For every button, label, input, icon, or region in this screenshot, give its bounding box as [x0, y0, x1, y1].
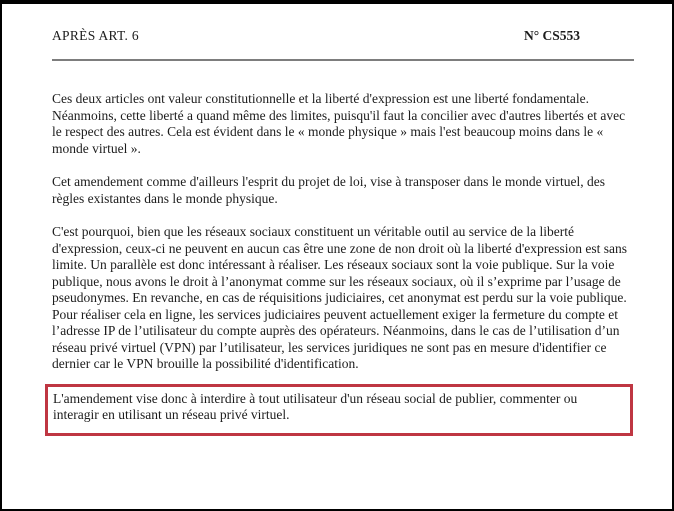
paragraph-amendment-purpose: Cet amendement comme d'ailleurs l'esprit du projet de loi, vise à transposer dans le monde virtuel, des règles existantes dans le monde physique. [52, 174, 605, 206]
paragraph-social-networks-anonymity: C'est pourquoi, bien que les réseaux sociaux constituent un véritable outil au service de la liberté d'expression, ceux-ci ne peuvent en aucun cas être une zone de non droit où la liberté d'expression est sans limite. Un parallèle est donc intéressant à réaliser. Les réseaux sociaux sont la voie publique. Sur la voie publique, nous avons le droit à l’anonymat comme sur les réseaux sociaux, où il s’exprime par l’usage de pseudonymes. En revanche, en cas de réquisitions judiciaires, cet anonymat est perdu sur la voie publique. Pour réaliser cela en ligne, les services judiciaires peuvent actuellement exiger la fermeture du compte et l’adresse IP de l’utilisateur du compte auprès des opérateurs. Néanmoins, dans le cas de l’utilisation d’un réseau privé virtuel (VPN) par l’utilisateur, les services juridiques ne sont pas en mesure d'identifier ce dernier car le VPN brouille la possibilité d'identification. [52, 224, 628, 371]
document-header [52, 28, 636, 44]
paragraph-constitutional-value: Ces deux articles ont valeur constitutionnelle et la liberté d'expression est une liberté fondamentale. Néanmoins, cette liberté a quand même des limites, puisqu'il faut la concilier avec d'autres libertés et avec le respect des autres. Cela est évident dans le « monde physique » mais l'est beaucoup moins dans le « monde virtuel ». [52, 91, 626, 156]
amendment-number: N° CS553 [523, 28, 580, 43]
page-content [52, 4, 636, 436]
header-divider [52, 59, 634, 61]
paragraph-vpn-ban: L'amendement vise donc à interdire à tout utilisateur d'un réseau social de publier, commenter ou interagir en utilisant un réseau privé virtuel. [53, 390, 578, 422]
document-body [52, 91, 636, 373]
red-highlight-box [45, 384, 633, 436]
article-reference: APRÈS ART. 6 [52, 28, 139, 43]
